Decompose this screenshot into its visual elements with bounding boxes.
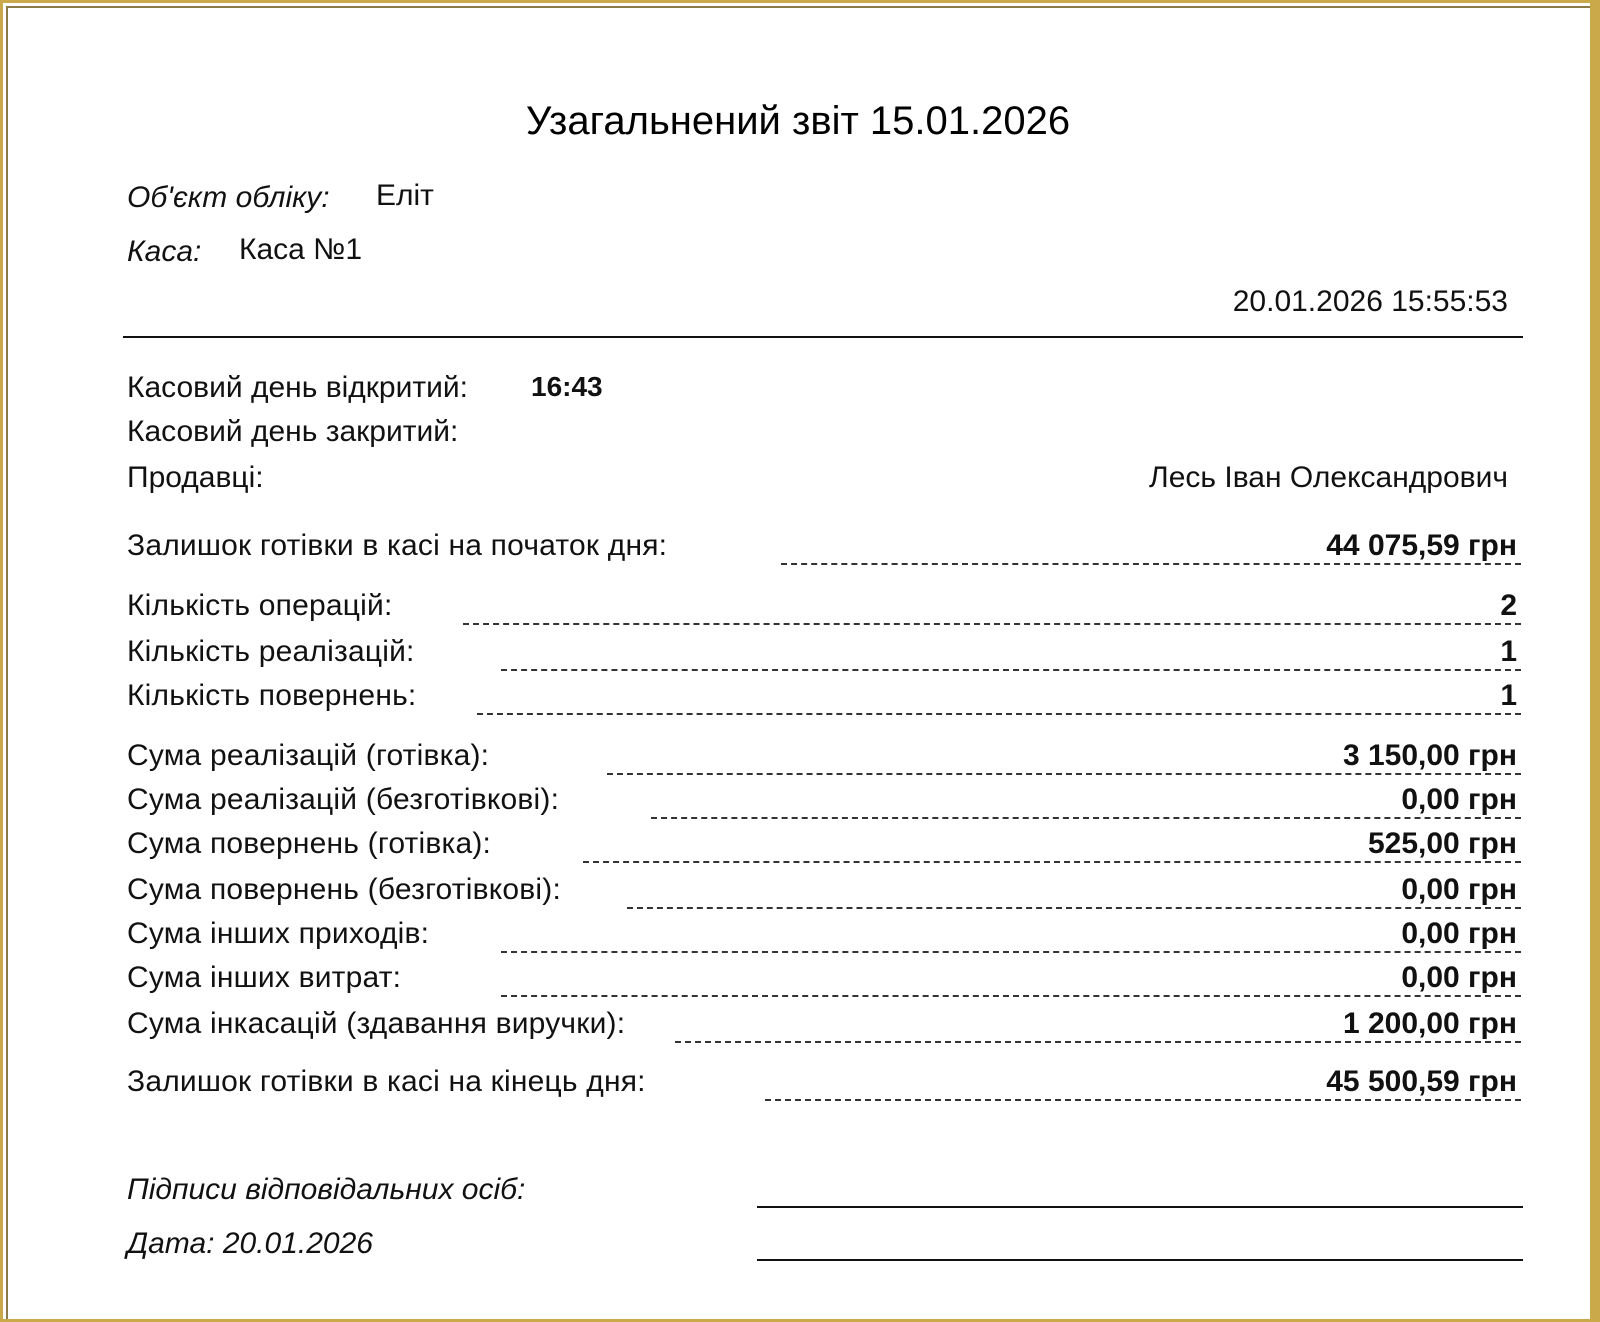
row-dots	[651, 817, 1521, 819]
row-value: 45 500,59 грн	[1326, 1065, 1517, 1098]
row-other-income	[127, 917, 1521, 957]
row-sales-cashless	[127, 783, 1521, 823]
row-dots	[607, 773, 1521, 775]
row-value: 1	[1500, 635, 1517, 668]
row-dots	[675, 1041, 1521, 1043]
row-dots	[463, 623, 1521, 625]
day-opened-value: 16:43	[531, 371, 603, 402]
row-value: 1	[1500, 679, 1517, 712]
row-sales-count	[127, 635, 1521, 675]
row-label: Сума повернень (готівка):	[127, 827, 492, 860]
row-sales-cash	[127, 739, 1521, 779]
day-closed-label: Касовий день закритий:	[127, 415, 459, 448]
row-returns-cashless	[127, 873, 1521, 913]
register-value: Каса №1	[239, 233, 363, 266]
signature-line	[757, 1206, 1523, 1208]
header-divider	[123, 336, 1523, 338]
row-dots	[627, 907, 1521, 909]
row-label: Сума реалізацій (безготівкові):	[127, 783, 560, 816]
row-dots	[765, 1099, 1521, 1101]
row-value: 0,00 грн	[1401, 917, 1517, 950]
object-value: Еліт	[376, 179, 434, 212]
report-title: Узагальнений звіт 15.01.2026	[525, 99, 1071, 143]
row-opening-balance	[127, 529, 1521, 569]
row-dots	[477, 713, 1521, 715]
row-dots	[501, 951, 1521, 953]
row-label: Залишок готівки в касі на кінець дня:	[127, 1065, 646, 1098]
sellers-label: Продавці:	[127, 461, 264, 494]
row-operations-count	[127, 589, 1521, 629]
register-label: Каса:	[127, 235, 202, 268]
row-dots	[781, 563, 1521, 565]
row-value: 525,00 грн	[1367, 827, 1517, 860]
row-label: Сума інших приходів:	[127, 917, 430, 950]
row-label: Залишок готівки в касі на початок дня:	[127, 529, 668, 562]
row-label: Кількість повернень:	[127, 679, 417, 712]
row-label: Сума інших витрат:	[127, 961, 402, 994]
row-label: Сума повернень (безготівкові):	[127, 873, 561, 906]
generated-timestamp: 20.01.2026 15:55:53	[1232, 285, 1508, 318]
date-signature-line	[757, 1259, 1523, 1261]
row-value: 3 150,00 грн	[1342, 739, 1517, 772]
row-dots	[501, 669, 1521, 671]
row-value: 0,00 грн	[1401, 873, 1517, 906]
row-label: Сума реалізацій (готівка):	[127, 739, 490, 772]
row-label: Сума інкасацій (здавання виручки):	[127, 1007, 626, 1040]
row-value: 1 200,00 грн	[1342, 1007, 1517, 1040]
row-dots	[583, 861, 1521, 863]
row-closing-balance	[127, 1065, 1521, 1105]
row-value: 44 075,59 грн	[1326, 529, 1517, 562]
row-value: 0,00 грн	[1401, 961, 1517, 994]
row-returns-count	[127, 679, 1521, 719]
row-label: Кількість реалізацій:	[127, 635, 415, 668]
signatures-label: Підписи відповідальних осіб:	[127, 1173, 526, 1206]
row-returns-cash	[127, 827, 1521, 867]
row-value: 0,00 грн	[1401, 783, 1517, 816]
day-opened-label: Касовий день відкритий:	[127, 371, 468, 404]
row-label: Кількість операцій:	[127, 589, 393, 622]
row-other-expenses	[127, 961, 1521, 1001]
object-label: Об'єкт обліку:	[127, 181, 330, 214]
row-value: 2	[1500, 589, 1517, 622]
row-collections	[127, 1007, 1521, 1047]
sellers-value: Лесь Іван Олександрович	[1149, 461, 1508, 494]
signature-date: Дата: 20.01.2026	[127, 1227, 373, 1260]
row-dots	[501, 995, 1521, 997]
